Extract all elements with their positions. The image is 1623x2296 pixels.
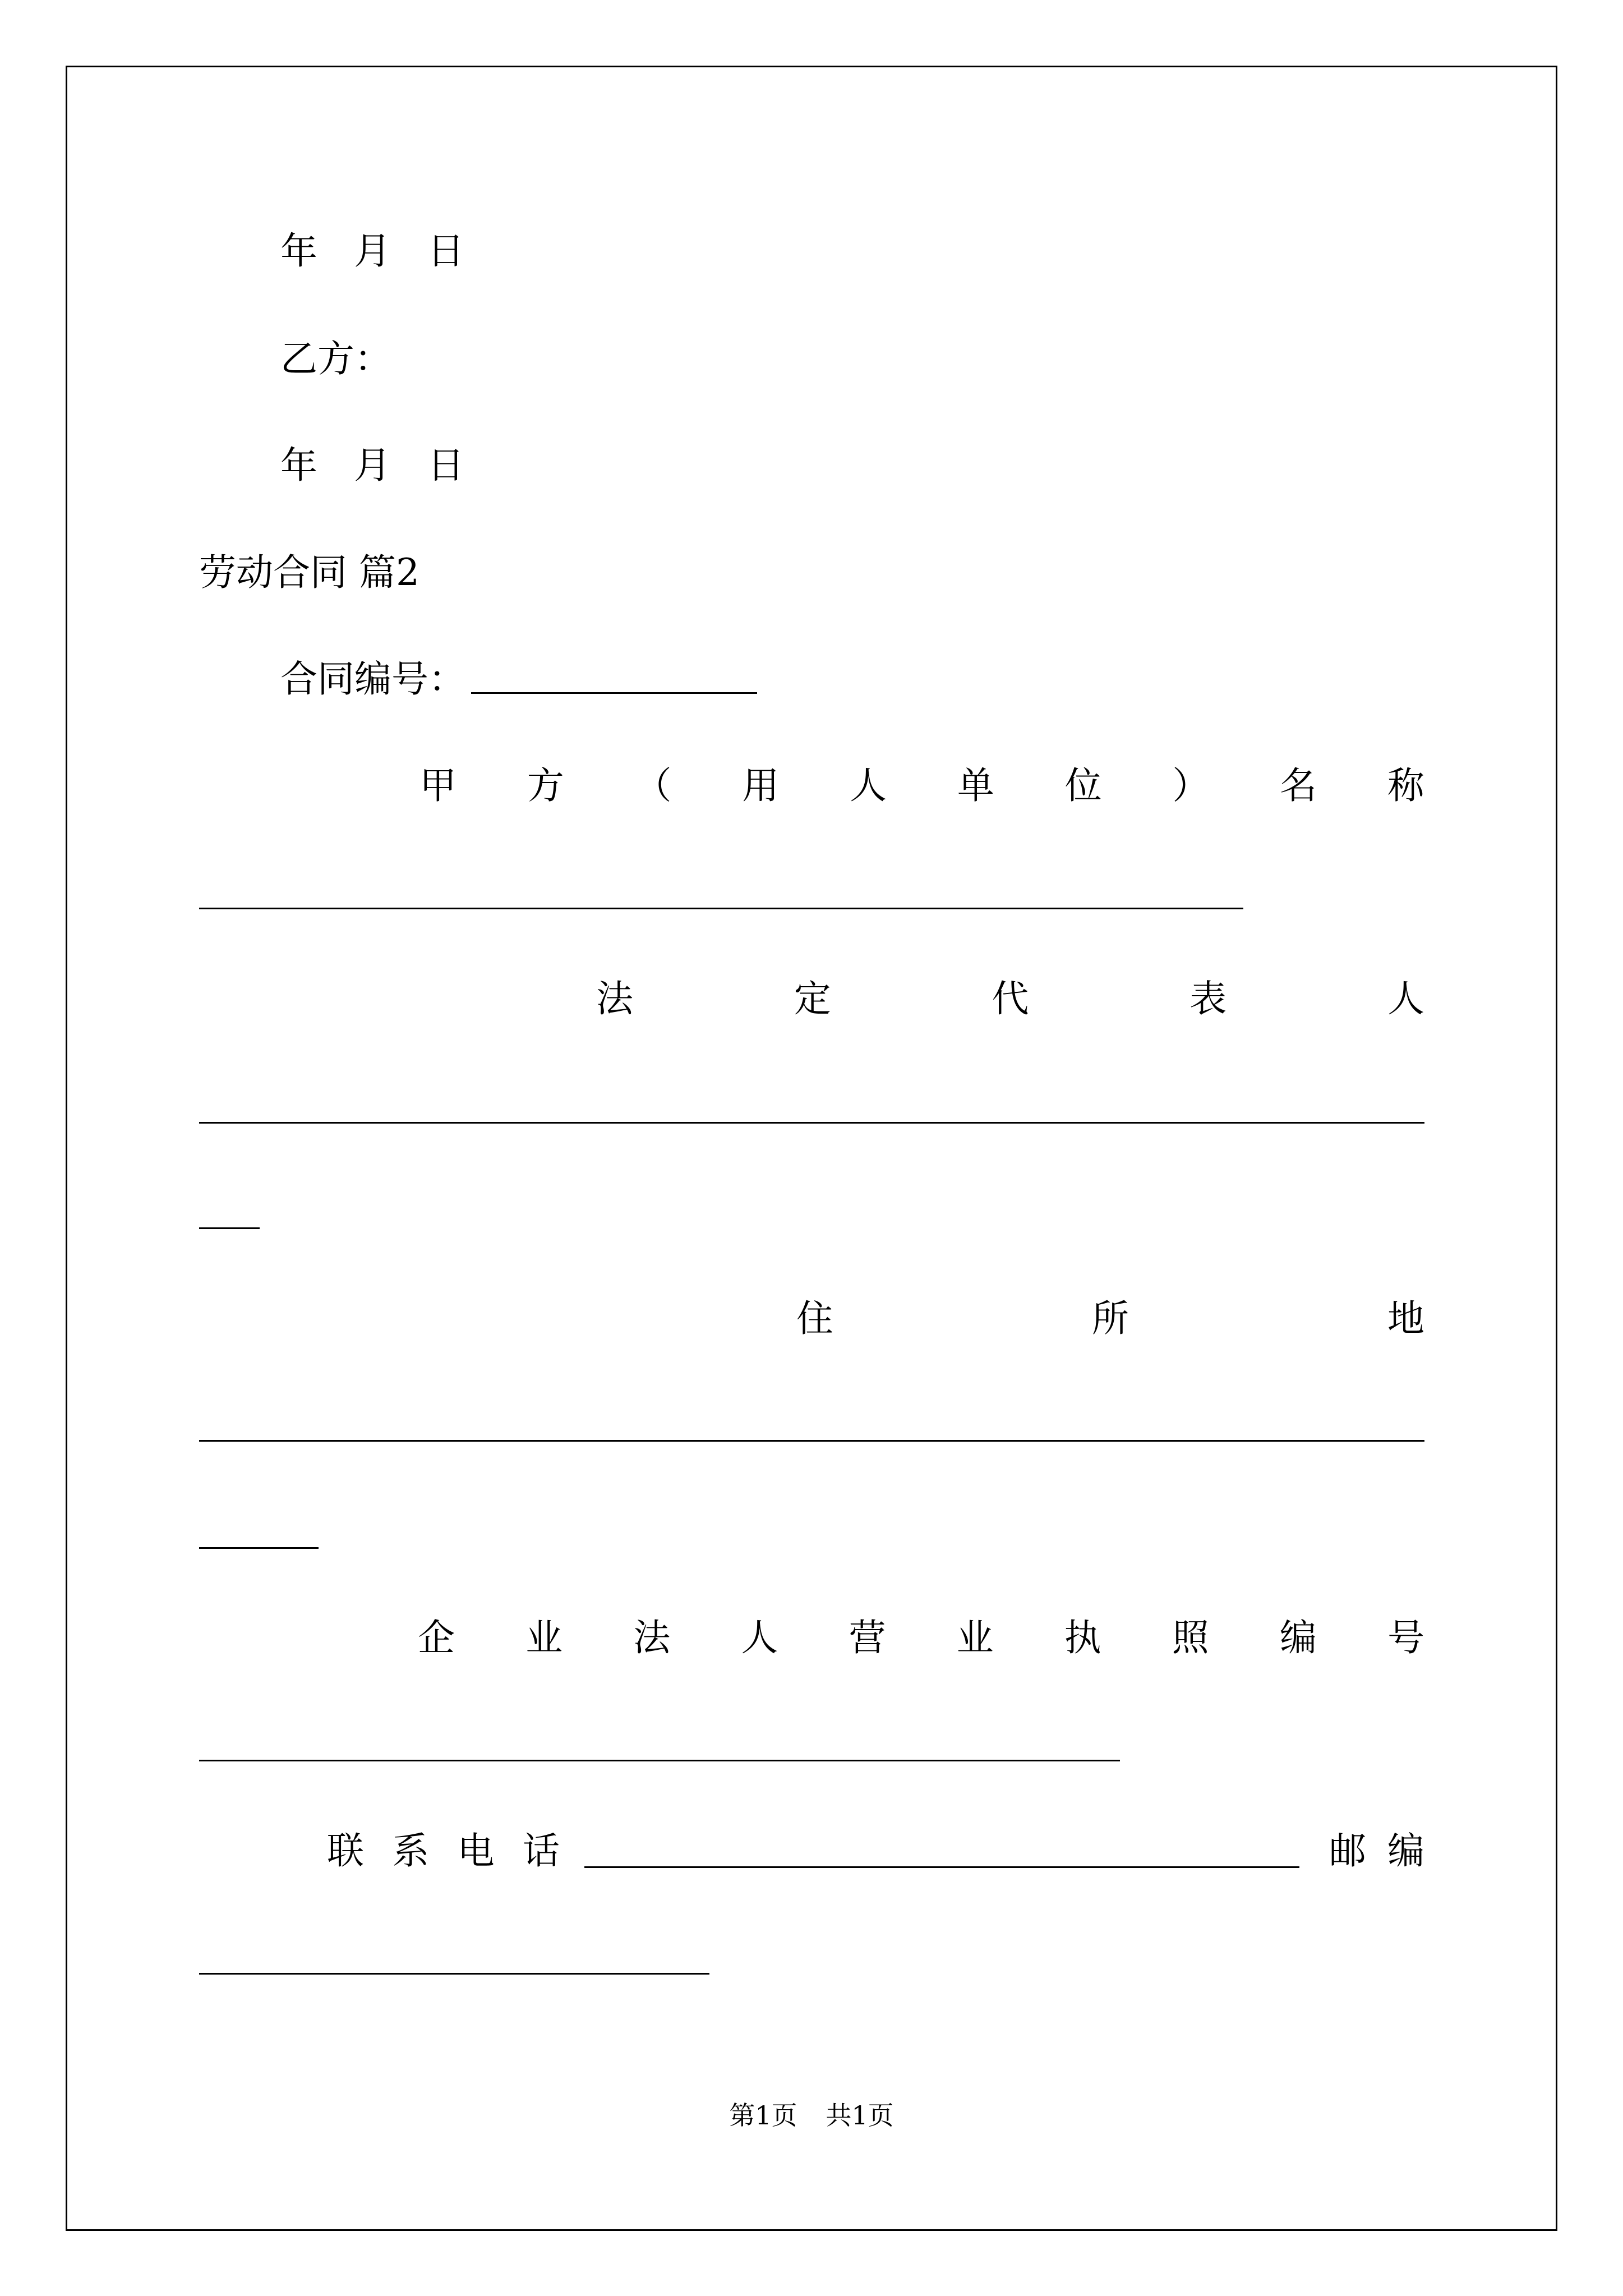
contract-no-row [280,657,757,701]
date-line-1-text: 年 月 日 [280,229,477,273]
phone-blank[interactable] [584,1866,1299,1868]
address-char: 住 [796,1297,833,1340]
license-char: 法 [633,1616,671,1659]
license-char: 照 [1172,1616,1209,1659]
section-title-text: 劳动合同 篇2 [199,551,419,594]
address-label [796,1297,1424,1340]
license-no-blank[interactable] [199,1760,1120,1761]
party-a-char: 用 [742,764,780,807]
license-char: 营 [849,1616,886,1659]
legal-rep-char: 人 [1387,977,1424,1020]
legal-rep-blank-1[interactable] [199,1122,1424,1124]
party-a-char: （ [634,764,672,807]
license-char: 号 [1387,1616,1424,1659]
address-char: 所 [1092,1297,1129,1340]
party-a-char: 人 [850,764,887,807]
phone-char: 电 [457,1829,495,1872]
section-title [199,551,419,594]
legal-rep-char: 定 [794,977,831,1020]
party-b-label [280,337,391,380]
license-char: 业 [956,1616,994,1659]
page-footer [0,2100,1623,2131]
legal-rep-char: 法 [596,977,633,1020]
date-line-1 [280,229,477,273]
party-a-char: 名 [1280,764,1317,807]
postcode-label [1329,1829,1424,1872]
legal-rep-blank-2[interactable] [199,1227,260,1229]
phone-char: 联 [327,1829,364,1872]
address-blank-1[interactable] [199,1440,1424,1442]
party-a-char: 方 [527,764,564,807]
party-a-name-blank[interactable] [199,908,1243,909]
license-char: 执 [1064,1616,1101,1659]
party-a-char: 甲 [419,764,457,807]
legal-rep-label [596,977,1424,1020]
license-char: 企 [418,1616,455,1659]
page-border [66,66,1557,2231]
address-char: 地 [1387,1297,1424,1340]
phone-char: 系 [392,1829,430,1872]
date-line-2-text: 年 月 日 [280,444,477,487]
legal-rep-char: 代 [992,977,1029,1020]
contract-no-label: 合同编号： [280,657,465,701]
phone-char: 话 [522,1829,560,1872]
party-a-name-label [419,764,1424,807]
phone-label [327,1829,560,1872]
license-no-label [418,1616,1424,1659]
contract-no-blank[interactable] [471,692,757,694]
license-char: 业 [525,1616,563,1659]
party-a-char: 称 [1387,764,1424,807]
address-blank-2[interactable] [199,1547,319,1549]
date-line-2 [280,444,477,487]
postcode-blank[interactable] [199,1973,709,1975]
party-a-char: 单 [957,764,994,807]
party-b-label-text: 乙方： [280,337,391,380]
page-current: 第1页 [729,2100,797,2131]
postcode-char: 邮 [1329,1829,1366,1872]
page-total: 共1页 [826,2100,894,2131]
party-a-char: ） [1172,764,1210,807]
postcode-char: 编 [1387,1829,1424,1872]
license-char: 人 [741,1616,778,1659]
license-char: 编 [1279,1616,1317,1659]
party-a-char: 位 [1064,764,1102,807]
legal-rep-char: 表 [1189,977,1227,1020]
